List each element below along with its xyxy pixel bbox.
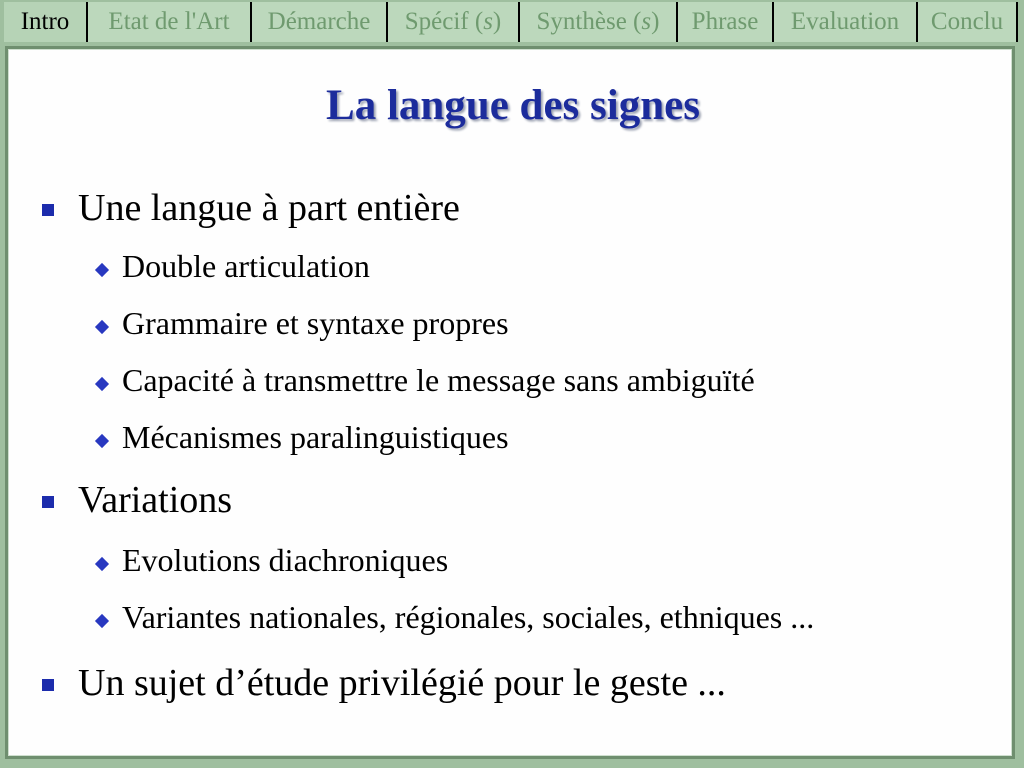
sub-bullet-text: Grammaire et syntaxe propres	[122, 305, 509, 341]
sub-bullet-item	[122, 419, 509, 456]
sub-bullet-text: Double articulation	[122, 248, 370, 284]
square-bullet-icon	[42, 496, 54, 508]
sub-bullet-item	[122, 542, 448, 579]
tab-synthese-label-italic: s	[641, 8, 652, 35]
tab-specif[interactable]	[388, 2, 520, 42]
square-bullet-icon	[42, 204, 54, 216]
sub-bullet-text: Variantes nationales, régionales, sociales, ethniques ...	[122, 599, 815, 635]
tab-synthese[interactable]	[520, 2, 678, 42]
sub-bullet-item	[122, 305, 509, 342]
tab-intro[interactable]: Intro	[4, 2, 88, 42]
tab-phrase[interactable]: Phrase	[678, 2, 774, 42]
tab-conclu[interactable]: Conclu	[918, 2, 1018, 42]
tab-evaluation[interactable]: Evaluation	[774, 2, 918, 42]
tab-etat-de-l-art[interactable]: Etat de l'Art	[88, 2, 252, 42]
sub-bullet-text: Evolutions diachroniques	[122, 542, 449, 578]
tab-specif-label: Spécif (	[404, 8, 484, 35]
diamond-bullet-icon	[95, 434, 109, 448]
sub-bullet-item	[122, 248, 370, 285]
bullet-text: Une langue à part entière	[78, 187, 460, 229]
tab-specif-label-end: )	[492, 8, 502, 35]
bullet-text: Un sujet d’étude privilégié pour le geste ...	[78, 662, 726, 704]
sub-bullet-item	[122, 599, 814, 636]
tab-demarche[interactable]: Démarche	[252, 2, 388, 42]
tab-specif-label-italic: s	[483, 8, 493, 35]
sub-bullet-text: Capacité à transmettre le message sans ambiguïté	[122, 362, 755, 398]
slide-panel	[5, 46, 1015, 759]
sub-bullet-text: Mécanismes paralinguistiques	[122, 419, 509, 455]
tab-synthese-label-end: )	[651, 8, 660, 35]
square-bullet-icon	[42, 679, 54, 691]
sub-bullet-item	[122, 362, 755, 399]
bullet-item	[78, 661, 726, 705]
diamond-bullet-icon	[95, 377, 109, 391]
bullet-item	[78, 186, 460, 230]
section-tab-bar	[0, 0, 1024, 44]
diamond-bullet-icon	[95, 263, 109, 277]
tab-synthese-label: Synthèse (	[536, 8, 642, 35]
diamond-bullet-icon	[95, 557, 109, 571]
slide-title: La langue des signes	[326, 82, 700, 129]
diamond-bullet-icon	[95, 320, 109, 334]
diamond-bullet-icon	[95, 614, 109, 628]
bullet-item	[78, 478, 232, 522]
bullet-text: Variations	[78, 479, 233, 521]
